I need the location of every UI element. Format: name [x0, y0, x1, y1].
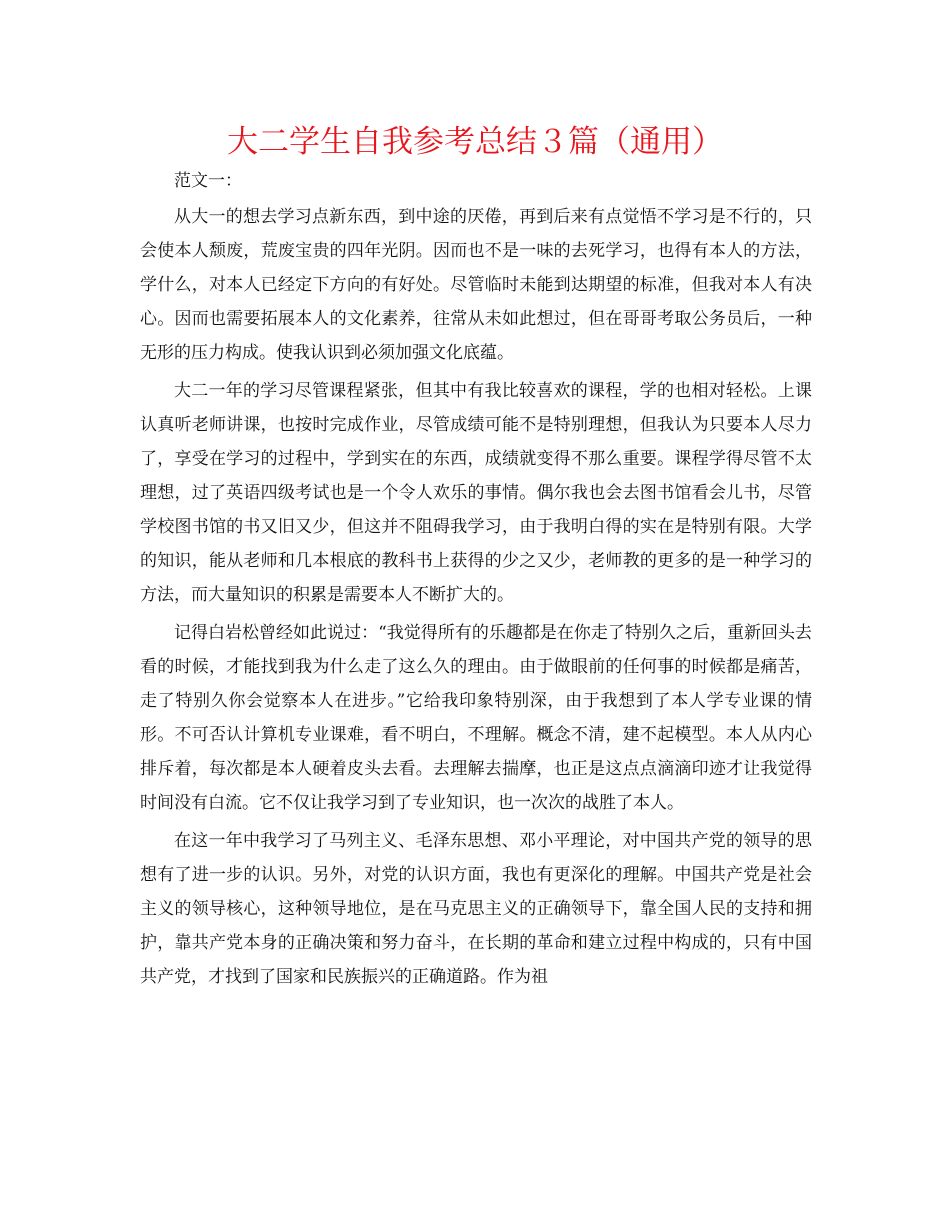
paragraph-4: 在这一年中我学习了马列主义、毛泽东思想、邓小平理论，对中国共产党的领导的思想有了进一步的认识。另外，对党的认识方面，我也有更深化的理解。中国共产党是社会主义的领导核心，这种领导地位，是在马克思主义的正确领导下，靠全国人民的支持和拥护，靠共产党本身的正确决策和努力奋斗，在长期的革命和建立过程中构成的，只有中国共产党，才找到了国家和民族振兴的正确道路。作为祖	[140, 831, 812, 987]
paragraph-3: 记得白岩松曾经如此说过：“我觉得所有的乐趣都是在你走了特别久之后，重新回头去看的时候，才能找到我为什么走了这么久的理由。由于做眼前的任何事的时候都是痛苦，走了特别久你会觉察本人在进步。”它给我印象特别深，由于我想到了本人学专业课的情形。不可否认计算机专业课难，看不明白，不理解。概念不清，建不起模型。本人从内心排斥着，每次都是本人硬着皮头去看。去理解去揣摩，也正是这点点滴滴印迹才让我觉得时间没有白流。它不仅让我学习到了专业知识，也一次次的战胜了本人。	[140, 623, 812, 813]
section-label: 范文一：	[174, 171, 242, 191]
document-body	[140, 164, 812, 998]
paragraph-2: 大二一年的学习尽管课程紧张，但其中有我比较喜欢的课程，学的也相对轻松。上课认真听老师讲课，也按时完成作业，尽管成绩可能不是特别理想，但我认为只要本人尽力了，享受在学习的过程中，学到实在的东西，成绩就变得不那么重要。课程学得尽管不太理想，过了英语四级考试也是一个令人欢乐的事情。偶尔我也会去图书馆看会儿书，尽管学校图书馆的书又旧又少，但这并不阻碍我学习，由于我明白得的实在是特别有限。大学的知识，能从老师和几本根底的教科书上获得的少之又少，老师教的更多的是一种学习的方法，而大量知识的积累是需要本人不断扩大的。	[140, 381, 812, 605]
document-title: 大二学生自我参考总结３篇（通用）	[227, 124, 723, 160]
paragraph-1: 从大一的想去学习点新东西，到中途的厌倦，再到后来有点觉悟不学习是不行的，只会使本人颓废，荒废宝贵的四年光阴。因而也不是一味的去死学习，也得有本人的方法，学什么，对本人已经定下方向的有好处。尽管临时未能到达期望的标准，但我对本人有决心。因而也需要拓展本人的文化素养，往常从未如此想过，但在哥哥考取公务员后，一种无形的压力构成。使我认识到必须加强文化底蕴。	[140, 207, 812, 363]
